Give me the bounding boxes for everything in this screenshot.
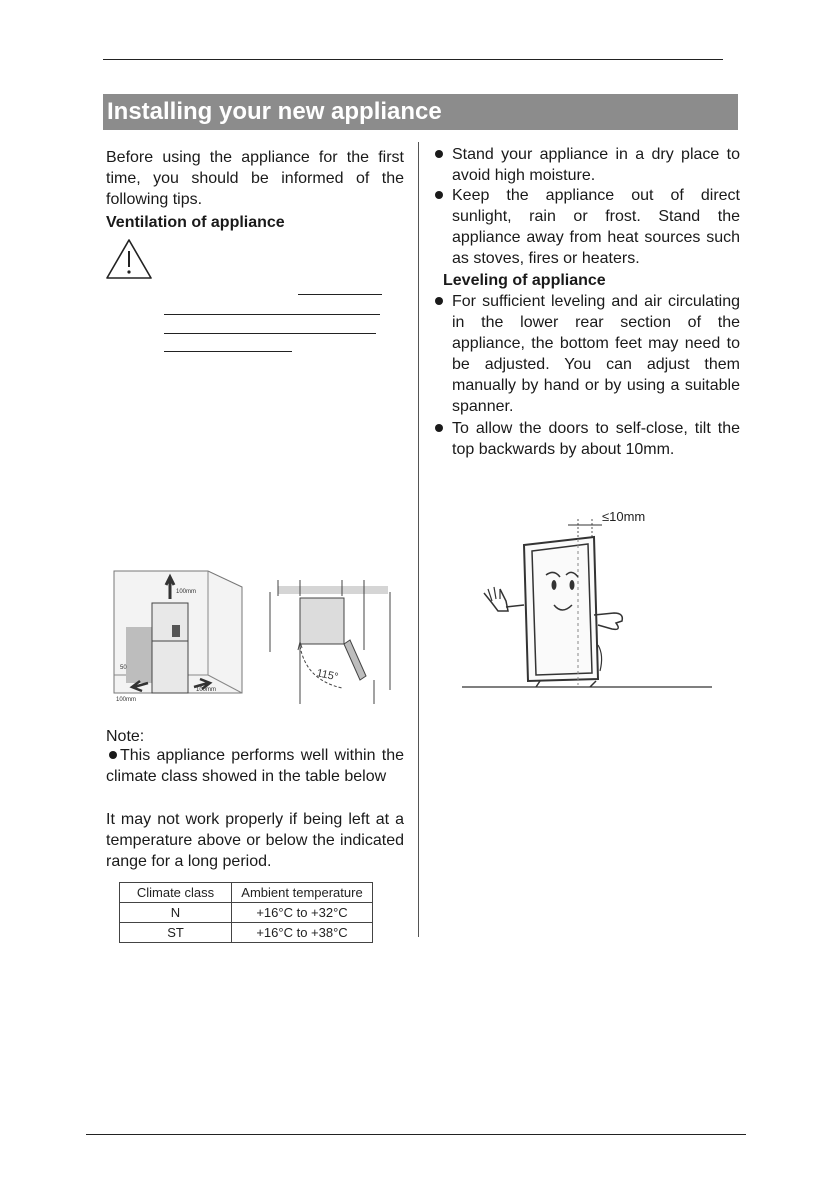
underline-2	[164, 314, 380, 315]
bullet-dot	[435, 150, 443, 158]
column-divider	[418, 142, 419, 937]
bottom-left-label: 100mm	[116, 697, 137, 703]
door-opening-diagram	[262, 580, 398, 708]
table-cell: ST	[120, 923, 232, 943]
bullet-leveling	[435, 291, 740, 417]
section-title: Installing your new appliance	[103, 94, 738, 130]
top-clearance-label: 100mm	[176, 589, 197, 595]
table-cell: N	[120, 903, 232, 923]
door-angle-label: 115°	[315, 667, 340, 684]
bullet-text: Keep the appliance out of direct sunlight, rain or frost. Stand the appliance away from heat sources such as stoves, fires or heaters.	[452, 187, 740, 267]
climate-class-table	[119, 882, 373, 943]
note-bullet	[106, 745, 404, 787]
warning-icon	[104, 237, 154, 281]
tilt-fridge-illustration	[462, 505, 714, 691]
table-header-cell: Climate class	[120, 883, 232, 903]
ventilation-heading: Ventilation of appliance	[106, 214, 285, 231]
bullet-dot	[435, 424, 443, 432]
underline-4	[164, 351, 292, 352]
table-header-cell: Ambient temperature	[232, 883, 373, 903]
bullet-text: Stand your appliance in a dry place to avoid high moisture.	[452, 146, 740, 184]
note-text: It may not work properly if being left at a temperature above or below the indicated range for a long period.	[106, 811, 404, 870]
underline-3	[164, 333, 376, 334]
underline-1	[298, 294, 382, 295]
bullet-dot	[435, 191, 443, 199]
table-row	[120, 903, 373, 923]
note-label: Note:	[106, 728, 145, 745]
bullet-sunlight	[435, 185, 740, 269]
side-left-label: 50	[120, 665, 127, 671]
bullet-text: For sufficient leveling and air circulating in the lower rear section of the appliance, the bottom feet may need to be adjusted. You can adjust them manually by hand or by using a suitable spanner.	[452, 293, 740, 415]
note-bullet-text: This appliance performs well within the climate class showed in the table below	[106, 747, 404, 785]
table-header-row	[120, 883, 373, 903]
bullet-self-close	[435, 418, 740, 460]
ventilation-room-diagram	[108, 565, 248, 707]
leveling-heading: Leveling of appliance	[443, 272, 606, 289]
header-rule	[103, 59, 723, 60]
bullet-dot	[109, 751, 117, 759]
table-cell: +16°C to +38°C	[232, 923, 373, 943]
side-right-label: 100mm	[196, 687, 217, 693]
tilt-label: ≤10mm	[602, 509, 646, 524]
table-row	[120, 923, 373, 943]
intro-paragraph: Before using the appliance for the first time, you should be informed of the following tips.	[106, 149, 404, 208]
bullet-text: To allow the doors to self-close, tilt the top backwards by about 10mm.	[452, 420, 740, 458]
bullet-dot	[435, 297, 443, 305]
bullet-dry-place	[435, 144, 740, 186]
table-cell: +16°C to +32°C	[232, 903, 373, 923]
footer-rule	[86, 1134, 746, 1135]
